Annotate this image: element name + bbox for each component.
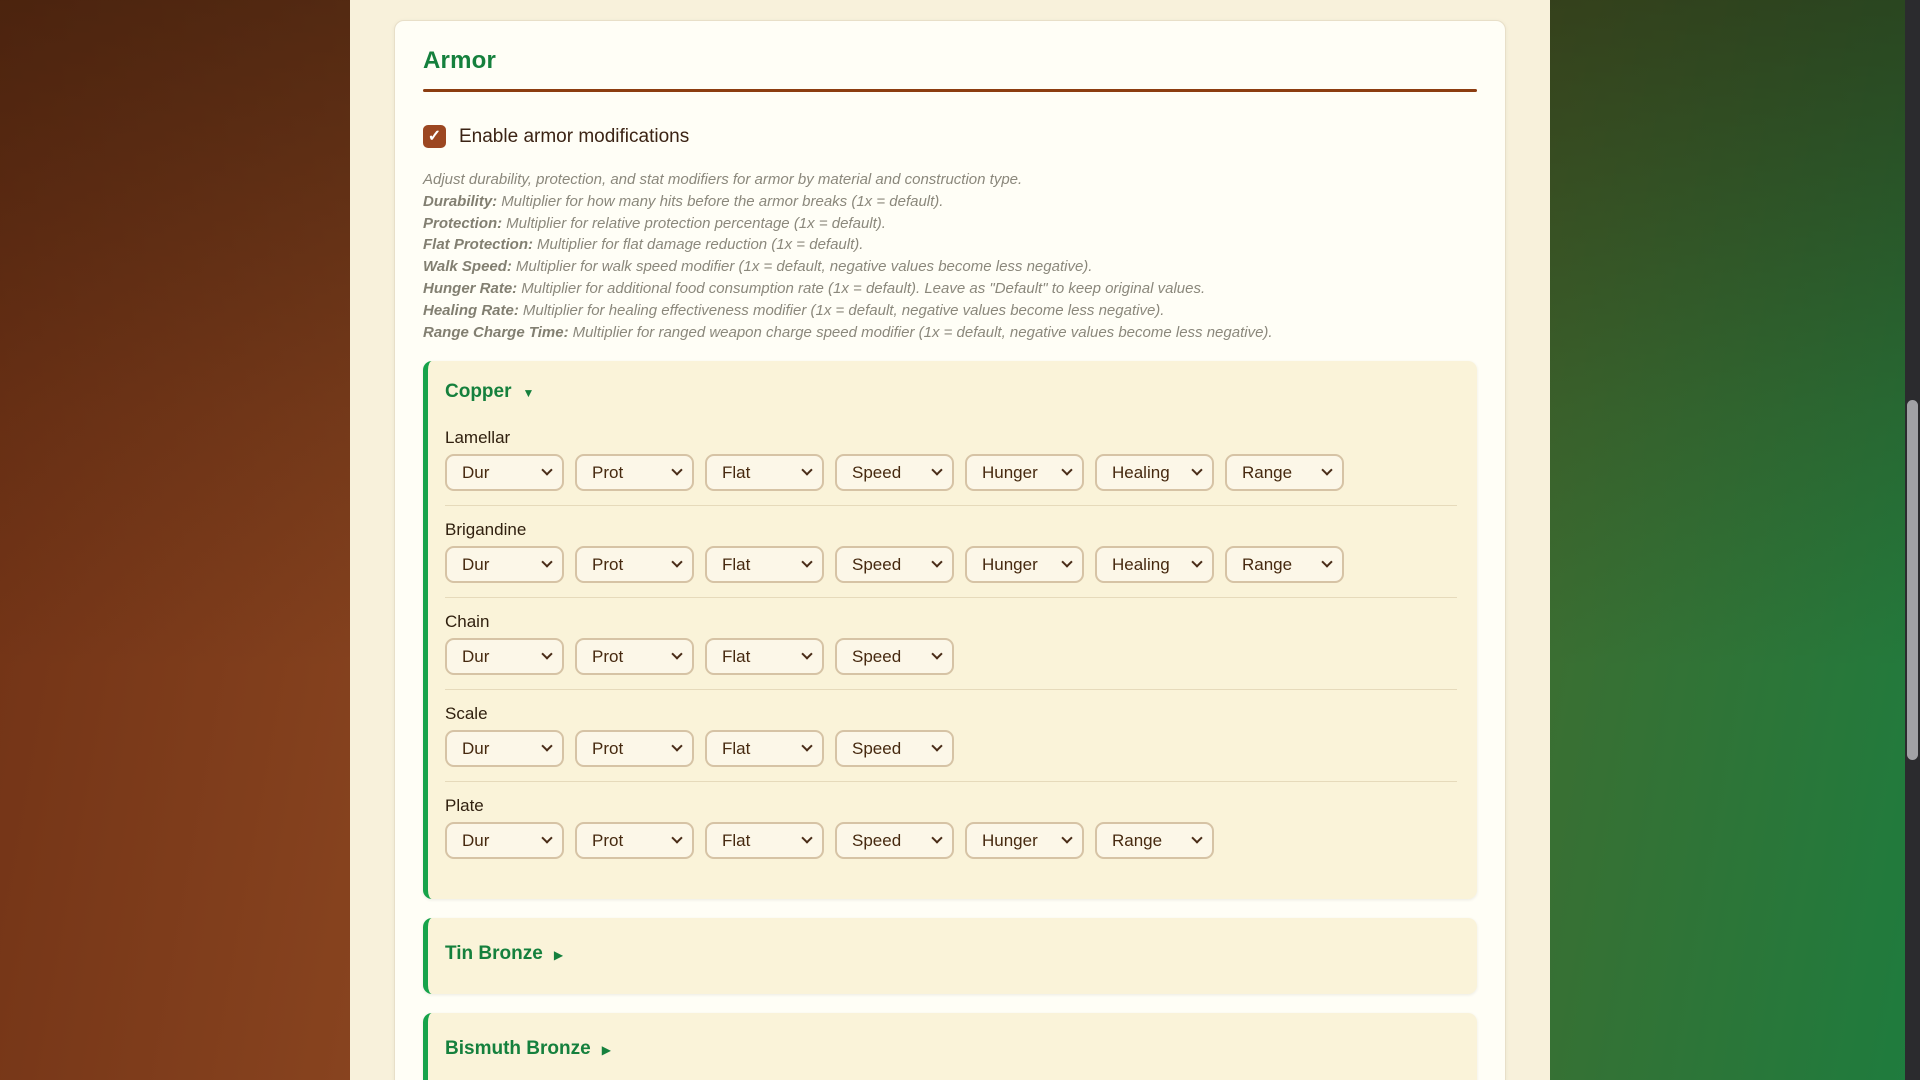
expand-arrow-icon: ▼: [522, 386, 535, 401]
stat-select[interactable]: [705, 730, 824, 767]
stat-select-wrap: [1095, 822, 1214, 859]
armor-row-label: Scale: [445, 704, 488, 724]
checkmark-icon: ✓: [427, 127, 442, 145]
description-item: [423, 191, 1477, 213]
description-intro: Adjust durability, protection, and stat modifiers for armor by material and construction type.: [423, 171, 1023, 188]
stat-select-wrap: [705, 546, 824, 583]
stat-select[interactable]: [445, 454, 564, 491]
armor-row-label: Lamellar: [445, 428, 511, 448]
stat-select[interactable]: [445, 546, 564, 583]
stat-select[interactable]: [575, 638, 694, 675]
stat-select-wrap: [835, 822, 954, 859]
stat-select[interactable]: [965, 822, 1084, 859]
armor-row-label: Brigandine: [445, 520, 527, 540]
description-term: Healing Rate:: [423, 301, 519, 319]
stat-select-wrap: [965, 822, 1084, 859]
title-divider: [423, 89, 1477, 92]
stat-select[interactable]: [575, 822, 694, 859]
material-header[interactable]: [445, 943, 1457, 965]
stat-select[interactable]: [575, 454, 694, 491]
description-item: [423, 322, 1477, 344]
page-title: Armor: [423, 47, 497, 74]
enable-armor-row: [423, 125, 1477, 148]
stat-select-wrap: [575, 546, 694, 583]
stat-select[interactable]: [575, 546, 694, 583]
material-header[interactable]: [445, 1038, 1457, 1060]
stat-select[interactable]: [445, 822, 564, 859]
stat-select-wrap: [575, 454, 694, 491]
stat-select-wrap: [965, 454, 1084, 491]
armor-row-label: Chain: [445, 612, 490, 632]
stat-select-wrap: [1095, 546, 1214, 583]
material-name: Bismuth Bronze: [445, 1038, 591, 1060]
stat-select[interactable]: [445, 730, 564, 767]
stat-select-wrap: [965, 546, 1084, 583]
stat-select[interactable]: [445, 638, 564, 675]
stat-select-wrap: [445, 546, 564, 583]
description-term: Range Charge Time:: [423, 323, 569, 341]
armor-row: [445, 782, 1457, 859]
materials-list: [423, 361, 1477, 1080]
material-panel: [423, 918, 1477, 994]
scrollbar-thumb[interactable]: [1907, 400, 1918, 760]
description-text: Multiplier for how many hits before the armor breaks (1x = default).: [501, 192, 944, 210]
stat-select-wrap: [1095, 454, 1214, 491]
expand-arrow-icon: ▶: [601, 1043, 611, 1058]
expand-arrow-icon: ▶: [553, 948, 564, 963]
stat-select-wrap: [705, 454, 824, 491]
stat-select-wrap: [575, 638, 694, 675]
content-column: [350, 0, 1550, 1080]
armor-row: [445, 506, 1457, 598]
scrollbar-track[interactable]: [1905, 0, 1920, 1080]
armor-row-label: Plate: [445, 796, 484, 816]
description-item: [423, 278, 1477, 300]
stat-select-wrap: [1225, 546, 1344, 583]
description-text: Multiplier for healing effectiveness modifier (1x = default, negative values become less negative).: [522, 301, 1165, 319]
stat-select[interactable]: [835, 638, 954, 675]
description-text: Multiplier for flat damage reduction (1x = default).: [537, 236, 864, 254]
material-panel: [423, 361, 1477, 899]
stat-select-wrap: [705, 822, 824, 859]
material-header[interactable]: [445, 381, 1457, 403]
armor-row-selects: [445, 822, 1457, 859]
stat-select-wrap: [575, 822, 694, 859]
stat-select[interactable]: [965, 546, 1084, 583]
stat-select[interactable]: [1095, 822, 1214, 859]
stat-select[interactable]: [835, 454, 954, 491]
stat-select[interactable]: [705, 638, 824, 675]
stat-select[interactable]: [835, 822, 954, 859]
description-term: Flat Protection:: [423, 236, 534, 254]
stat-select[interactable]: [965, 454, 1084, 491]
stat-select-wrap: [835, 546, 954, 583]
stat-select[interactable]: [1095, 546, 1214, 583]
description-item: [423, 256, 1477, 278]
stat-select[interactable]: [705, 454, 824, 491]
stat-select-wrap: [705, 730, 824, 767]
stat-select[interactable]: [1095, 454, 1214, 491]
enable-armor-label: Enable armor modifications: [459, 125, 690, 147]
stat-select[interactable]: [1225, 546, 1344, 583]
armor-row-selects: [445, 638, 1457, 675]
description-item: [423, 300, 1477, 322]
stat-select-wrap: [1225, 454, 1344, 491]
stat-select-wrap: [835, 730, 954, 767]
description-text: Multiplier for additional food consumption rate (1x = default). Leave as "Default" to keep original values.: [521, 279, 1206, 297]
stat-select-wrap: [705, 638, 824, 675]
stat-select-wrap: [445, 822, 564, 859]
stat-select-wrap: [835, 454, 954, 491]
enable-armor-checkbox[interactable]: [423, 125, 446, 148]
armor-settings-card: [394, 20, 1506, 1080]
material-rows: [445, 427, 1457, 859]
stat-select[interactable]: [1225, 454, 1344, 491]
description-item: [423, 234, 1477, 256]
stat-select-wrap: [445, 454, 564, 491]
description-term: Walk Speed:: [423, 258, 512, 276]
stat-select[interactable]: [705, 822, 824, 859]
description-list: [423, 191, 1477, 344]
armor-row: [445, 427, 1457, 506]
material-name: Tin Bronze: [445, 943, 543, 965]
description-text: Multiplier for walk speed modifier (1x = default, negative values become less negative).: [515, 258, 1093, 276]
stat-select-wrap: [445, 638, 564, 675]
stat-select-wrap: [445, 730, 564, 767]
stat-select-wrap: [575, 730, 694, 767]
stat-select[interactable]: [575, 730, 694, 767]
stat-select-wrap: [835, 638, 954, 675]
description-block: [423, 169, 1477, 343]
description-text: Multiplier for ranged weapon charge speed modifier (1x = default, negative values become less negative).: [572, 323, 1273, 341]
stat-select[interactable]: [705, 546, 824, 583]
armor-row-selects: [445, 454, 1457, 491]
armor-row: [445, 598, 1457, 690]
stat-select[interactable]: [835, 546, 954, 583]
stat-select[interactable]: [835, 730, 954, 767]
description-term: Durability:: [423, 192, 498, 210]
description-term: Hunger Rate:: [423, 279, 518, 297]
description-term: Protection:: [423, 214, 503, 232]
armor-row-selects: [445, 730, 1457, 767]
armor-row: [445, 690, 1457, 782]
armor-row-selects: [445, 546, 1457, 583]
description-item: [423, 213, 1477, 235]
description-text: Multiplier for relative protection percentage (1x = default).: [506, 214, 886, 232]
material-name: Copper: [445, 381, 512, 403]
material-panel: [423, 1013, 1477, 1080]
